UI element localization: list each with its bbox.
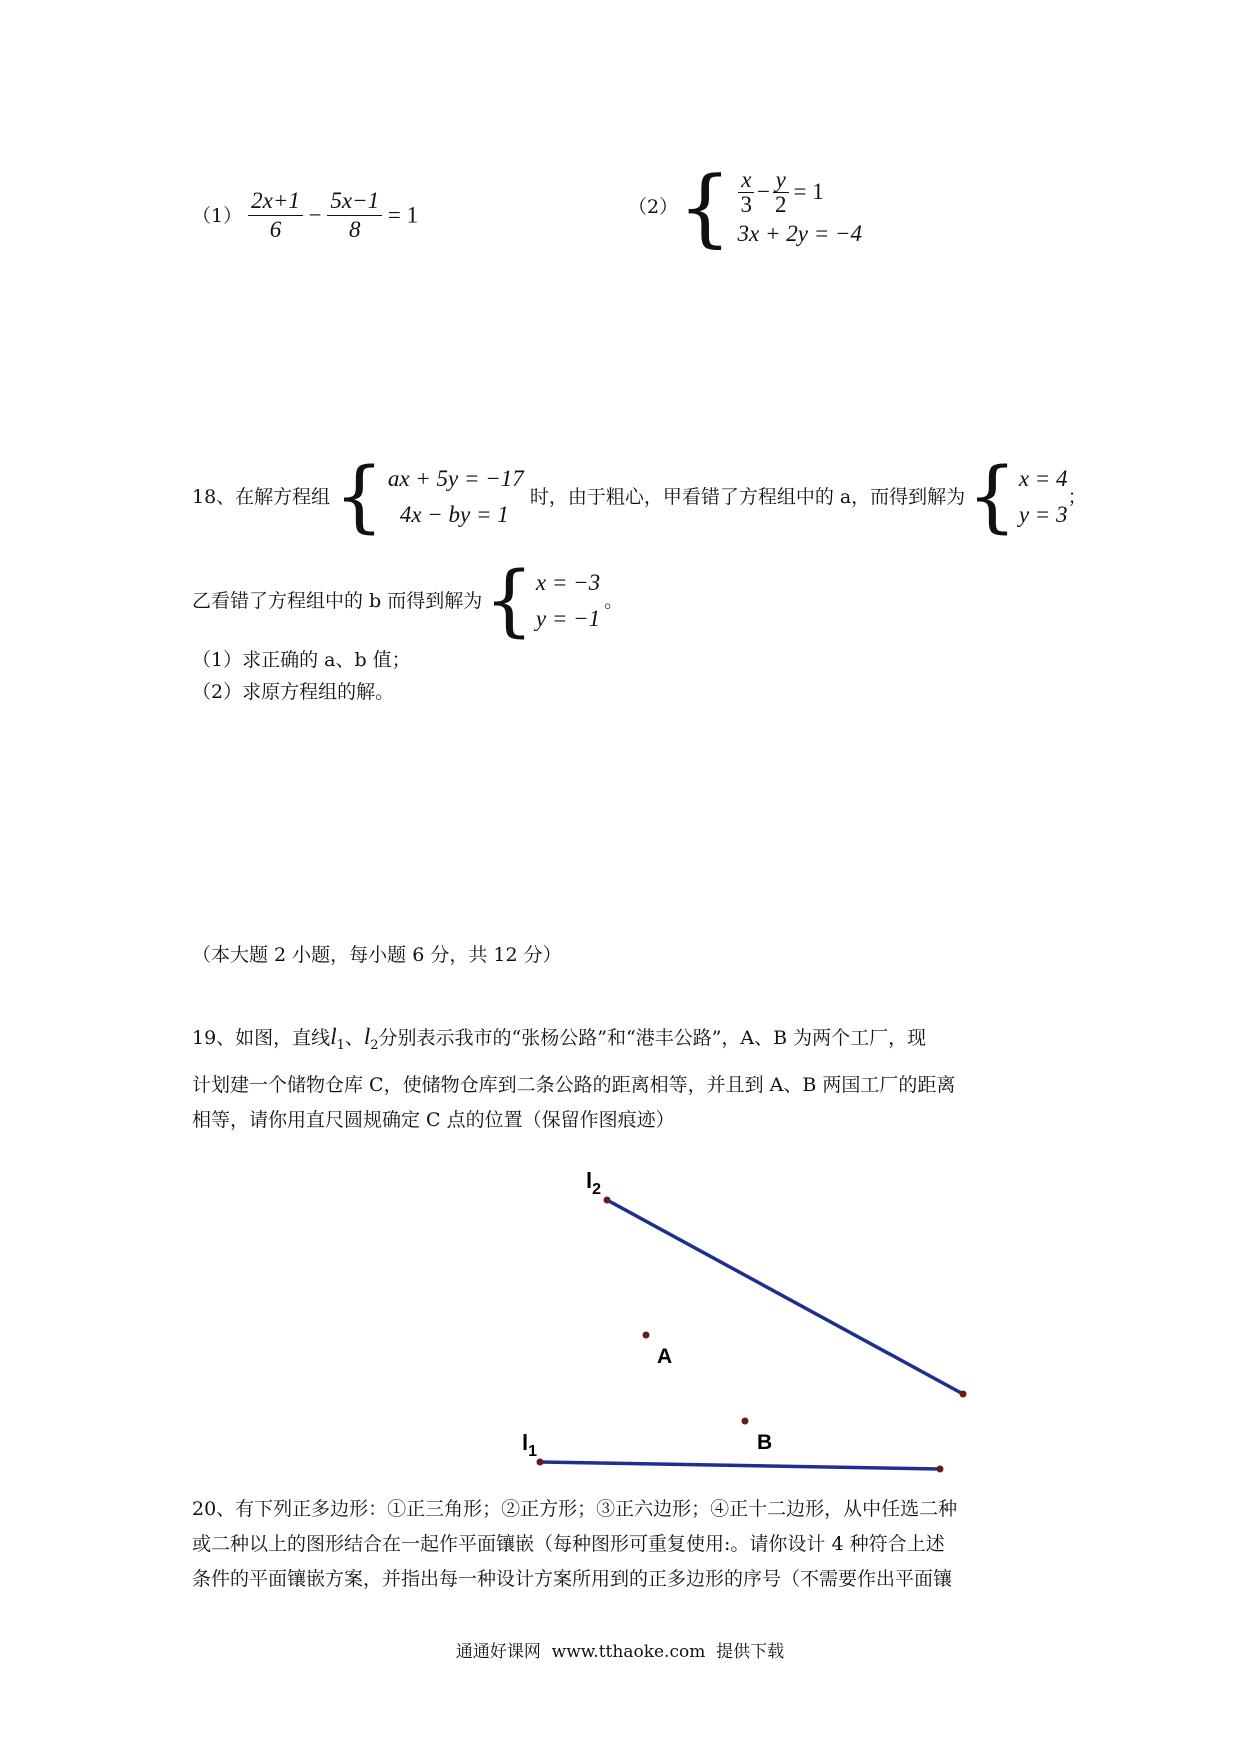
solution-brace: { (967, 452, 1017, 542)
q18-line2: 乙看错了方程组中的 b 而得到解为 { x = −3 y = −1 。 (192, 556, 624, 646)
line-l1-start-point (537, 1459, 544, 1466)
section-header: （本大题 2 小题，每小题 6 分，共 12 分） (192, 944, 562, 966)
system-brace: { (678, 158, 732, 256)
q18-system-eq1: ax + 5y = −17 (387, 466, 524, 491)
page-footer: 通通好课网 www.tthaoke.com 提供下载 (455, 1642, 785, 1662)
line-l1 (540, 1462, 940, 1469)
solution-brace: { (484, 556, 534, 646)
point-b (742, 1418, 749, 1425)
q17-fraction-1-denominator: 6 (269, 217, 282, 242)
point-a (643, 1332, 650, 1339)
q17-system-eq1: $\frac{x}{3}$ − $\frac{y}{2}$ = 1 (738, 165, 862, 219)
q17-part1-label: （1） (192, 204, 243, 227)
q18-middle-text: 时，由于粗心，甲看错了方程组中的 a，而得到解为 (529, 486, 966, 508)
line-l1-end-point (937, 1466, 944, 1473)
q20-line2: 或二种以上的图形结合在一起作平面镶嵌（每种图形可重复使用:。请你设计 4 种符合上述 (192, 1533, 945, 1555)
line-l2-end-point (960, 1391, 967, 1398)
system-brace: { (334, 452, 384, 542)
q18-part2: （2）求原方程组的解。 (192, 681, 395, 703)
label-l1: $l_1$ (522, 1430, 538, 1460)
q18-part1: （1）求正确的 a、b 值； (192, 649, 411, 671)
label-l2: $l_2$ (586, 1168, 602, 1198)
q17-minus: − (308, 202, 322, 228)
q18-solution-1: x = 4 y = 3 (1018, 466, 1068, 527)
label-b: B (757, 1431, 773, 1454)
q19-line2: 计划建一个储物仓库 C，使储物仓库到二条公路的距离相等，并且到 A、B 两国工厂的距离 (192, 1074, 956, 1096)
q18-intro: 18、在解方程组 (192, 486, 331, 508)
q19-line1: 19、如图，直线$l_1$、$l_2$分别表示我市的“张杨公路”和“港丰公路”，A、B 为两个工厂，现 (192, 1024, 927, 1053)
q18-system-eq2: 4x − by = 1 (399, 502, 509, 527)
q17-part2-label: （2） (628, 196, 679, 218)
q17-fraction-2-numerator: 5x−1 (327, 187, 382, 216)
q17-fraction-2-denominator: 8 (348, 217, 361, 242)
q17-rhs: = 1 (387, 202, 419, 228)
q20-line3: 条件的平面镶嵌方案，并指出每一种设计方案所用到的正多边形的序号（不需要作出平面镶 (192, 1568, 953, 1590)
line-l2-start-point (604, 1197, 611, 1204)
q20-line1: 20、有下列正多边形：①正三角形；②正方形；③正六边形；④正十二边形，从中任选二种 (192, 1498, 958, 1520)
q19-line3: 相等，请你用直尺圆规确定 C 点的位置（保留作图痕迹） (192, 1109, 675, 1131)
q18-line1: 18、在解方程组 { ax + 5y = −17 4x − by = 1 时，由于粗心，甲看错了方程组中的 a，而得到解为 { x = 4 y = 3 ； (192, 452, 1087, 542)
q18-solution-2: x = −3 y = −1 (535, 570, 601, 631)
q17-system-eq2: 3x + 2y = −4 (737, 221, 863, 246)
q17-fraction-1-numerator: 2x+1 (248, 187, 303, 216)
label-a: A (657, 1345, 673, 1368)
